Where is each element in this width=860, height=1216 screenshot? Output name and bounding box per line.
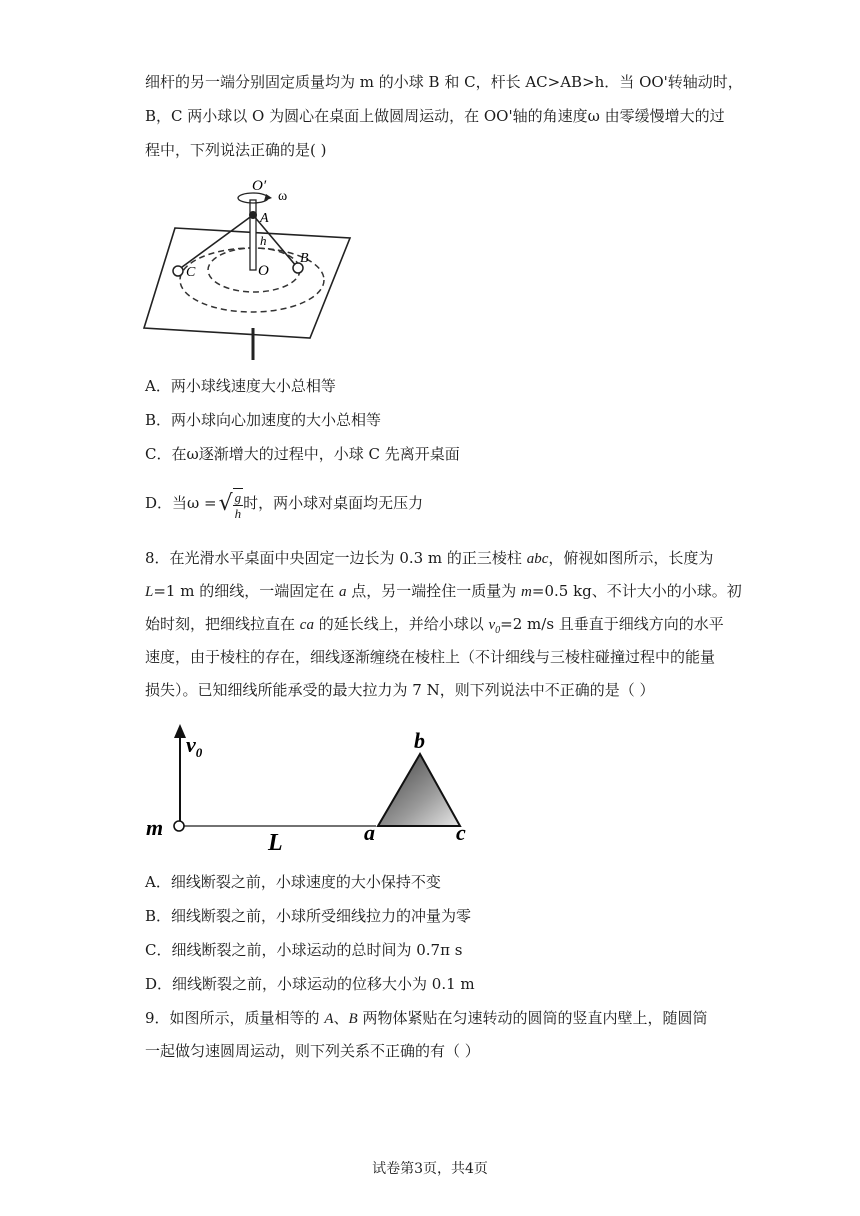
q8-stem-line-4: 速度，由于棱柱的存在，细线逐渐缠绕在棱柱上（不计细线与三棱柱碰撞过程中的能量 — [145, 648, 716, 666]
q7-option-d: D．当ω =√ $\frac{g}{h}$ 时，两小球对桌面均无压力 — [145, 489, 424, 521]
prism-abc — [378, 754, 460, 826]
q7-option-d-suffix: 时，两小球对桌面均无压力 — [243, 494, 424, 512]
label-a: A — [260, 211, 269, 226]
page-footer: 试卷第3页，共4页 — [372, 1161, 488, 1177]
label-o-prime: O′ — [252, 178, 267, 194]
q7-stem-line-1: 细杆的另一端分别固定质量均为 m 的小球 B 和 C，杆长 AC>AB>h．当 OO'转轴动时， — [145, 73, 743, 91]
q7-option-d-denominator: h — [234, 505, 242, 521]
rod-ac — [178, 215, 253, 270]
q8-stem-line-1: 8．在光滑水平桌面中央固定一边长为 0.3 m 的正三棱柱 abc，俯视如图所示，长度为 — [145, 549, 714, 567]
label-L: L — [268, 830, 283, 852]
label-omega: ω — [278, 189, 288, 204]
shaft-upper — [250, 200, 256, 270]
q9-stem-line-1: 9．如图所示，质量相等的 A、B 两物体紧贴在匀速转动的圆筒的竖直内壁上，随圆筒 — [145, 1009, 708, 1027]
q9-stem-line-2: 一起做匀速圆周运动，则下列关系不正确的有（ ） — [145, 1042, 480, 1060]
q7-option-d-numerator: g — [234, 489, 242, 505]
q8-figure — [140, 722, 480, 852]
q7-option-d-prefix: D．当ω = — [145, 494, 217, 512]
q8-option-c: C．细线断裂之前，小球运动的总时间为 0.7π s — [145, 941, 463, 959]
q7-figure — [140, 170, 360, 362]
q8-option-b: B．细线断裂之前，小球所受细线拉力的冲量为零 — [145, 907, 472, 925]
q7-option-b: B．两小球向心加速度的大小总相等 — [145, 411, 382, 429]
label-m: m — [146, 815, 164, 840]
ball-c — [173, 266, 183, 276]
label-b: b — [414, 728, 425, 753]
label-b: B — [300, 251, 309, 266]
label-o: O — [258, 263, 269, 279]
q7-option-c: C．在ω逐渐增大的过程中，小球 C 先离开桌面 — [145, 445, 460, 463]
label-c: C — [186, 265, 196, 280]
table-plane — [144, 228, 350, 338]
q8-stem-line-2: L=1 m 的细线，一端固定在 a 点，另一端拴住一质量为 m=0.5 kg、不计大小的小球。初 — [145, 582, 742, 600]
ball-m — [174, 821, 184, 831]
label-c: c — [456, 820, 466, 845]
label-a: a — [364, 820, 375, 845]
q8-stem-line-3: 始时刻，把细线拉直在 ca 的延长线上，并给小球以 $v_0=2$ m/s 且垂直于细线方向的水平 — [145, 615, 724, 636]
q8-option-a: A．细线断裂之前，小球速度的大小保持不变 — [145, 873, 441, 891]
label-v0: $v_0$ — [186, 732, 203, 760]
q8-stem-line-5: 损失）。已知细线所能承受的最大拉力为 7 N，则下列说法中不正确的是（ ） — [145, 681, 655, 699]
label-h: h — [260, 233, 267, 248]
q7-option-a: A．两小球线速度大小总相等 — [145, 377, 336, 395]
q8-option-d: D．细线断裂之前，小球运动的位移大小为 0.1 m — [145, 975, 475, 993]
q7-stem-line-3: 程中，下列说法正确的是( ) — [145, 141, 327, 159]
q7-stem-line-2: B，C 两小球以 O 为圆心在桌面上做圆周运动，在 OO'轴的角速度ω 由零缓慢增大的过 — [145, 107, 725, 125]
